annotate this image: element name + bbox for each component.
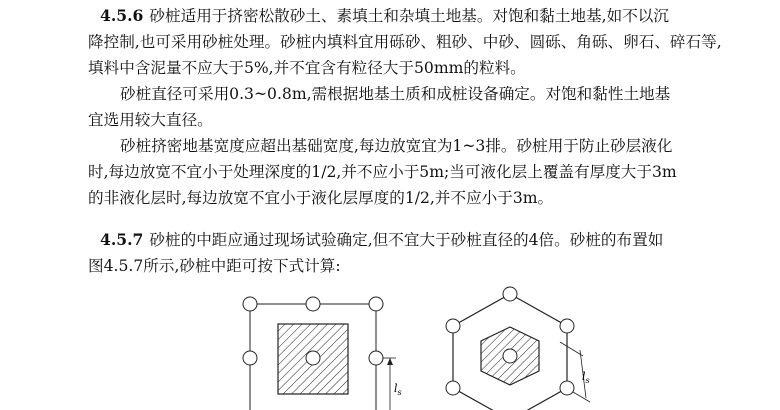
section-4-5-6-line-4: 砂桩直径可采用0.3~0.8m,需根据地基土质和成桩设备确定。对饱和黏性土地基 xyxy=(120,85,671,103)
sand-pile-circle xyxy=(306,297,320,311)
sand-pile-circle xyxy=(243,297,257,311)
sand-pile-circle xyxy=(446,381,460,395)
section-4-5-6-line-5: 宜选用较大直径。 xyxy=(88,111,213,129)
spacing-label: $l_s$ xyxy=(394,382,402,397)
square-pattern-figure xyxy=(240,284,410,410)
section-4-5-6-line-8: 的非液化层时,每边放宽不宜小于液化层厚度的1/2,并不应小于3m。 xyxy=(88,189,554,207)
hexagon-pattern-figure xyxy=(440,284,600,410)
dimension-arrow xyxy=(387,358,393,365)
sand-pile-circle xyxy=(503,287,517,301)
sand-pile-circle xyxy=(446,319,460,333)
section-4-5-6-line-1: 4.5.6 砂桩适用于挤密松散砂土、素填土和杂填土地基。对饱和黏土地基,如不以沉 xyxy=(100,6,669,25)
dimension-extension-line xyxy=(560,342,583,356)
section-4-5-6-line-7: 时,每边放宽不宜小于处理深度的1/2,并不应小于5m;当可液化层上覆盖有厚度大于3m xyxy=(88,163,677,181)
section-4-5-6-line-3: 填料中含泥量不应大于5%,并不宜含有粒径大于50mm的粒料。 xyxy=(88,59,526,77)
section-number: 4.5.7 xyxy=(100,230,144,249)
section-4-5-6-line-6: 砂桩挤密地基宽度应超出基础宽度,每边放宽宜为1~3排。砂桩用于防止砂层液化 xyxy=(120,137,673,155)
sand-pile-circle xyxy=(503,349,517,363)
spacing-label: $l_s$ xyxy=(582,370,590,385)
sand-pile-circle xyxy=(243,351,257,365)
sand-pile-circle xyxy=(369,297,383,311)
section-number: 4.5.6 xyxy=(100,6,144,25)
section-4-5-6-line-2: 降控制,也可采用砂桩处理。砂桩内填料宜用砾砂、粗砂、中砂、圆砾、角砾、卵石、碎石等, xyxy=(88,33,722,51)
sand-pile-circle xyxy=(369,351,383,365)
dimension-extension-line xyxy=(573,392,590,402)
section-4-5-7-line-2: 图4.5.7所示,砂桩中距可按下式计算: xyxy=(88,257,341,275)
sand-pile-circle xyxy=(306,351,320,365)
sand-pile-circle xyxy=(560,319,574,333)
section-4-5-7-line-1: 4.5.7 砂桩的中距应通过现场试验确定,但不宜大于砂桩直径的4倍。砂桩的布置如 xyxy=(100,230,664,249)
sand-pile-circle xyxy=(560,381,574,395)
